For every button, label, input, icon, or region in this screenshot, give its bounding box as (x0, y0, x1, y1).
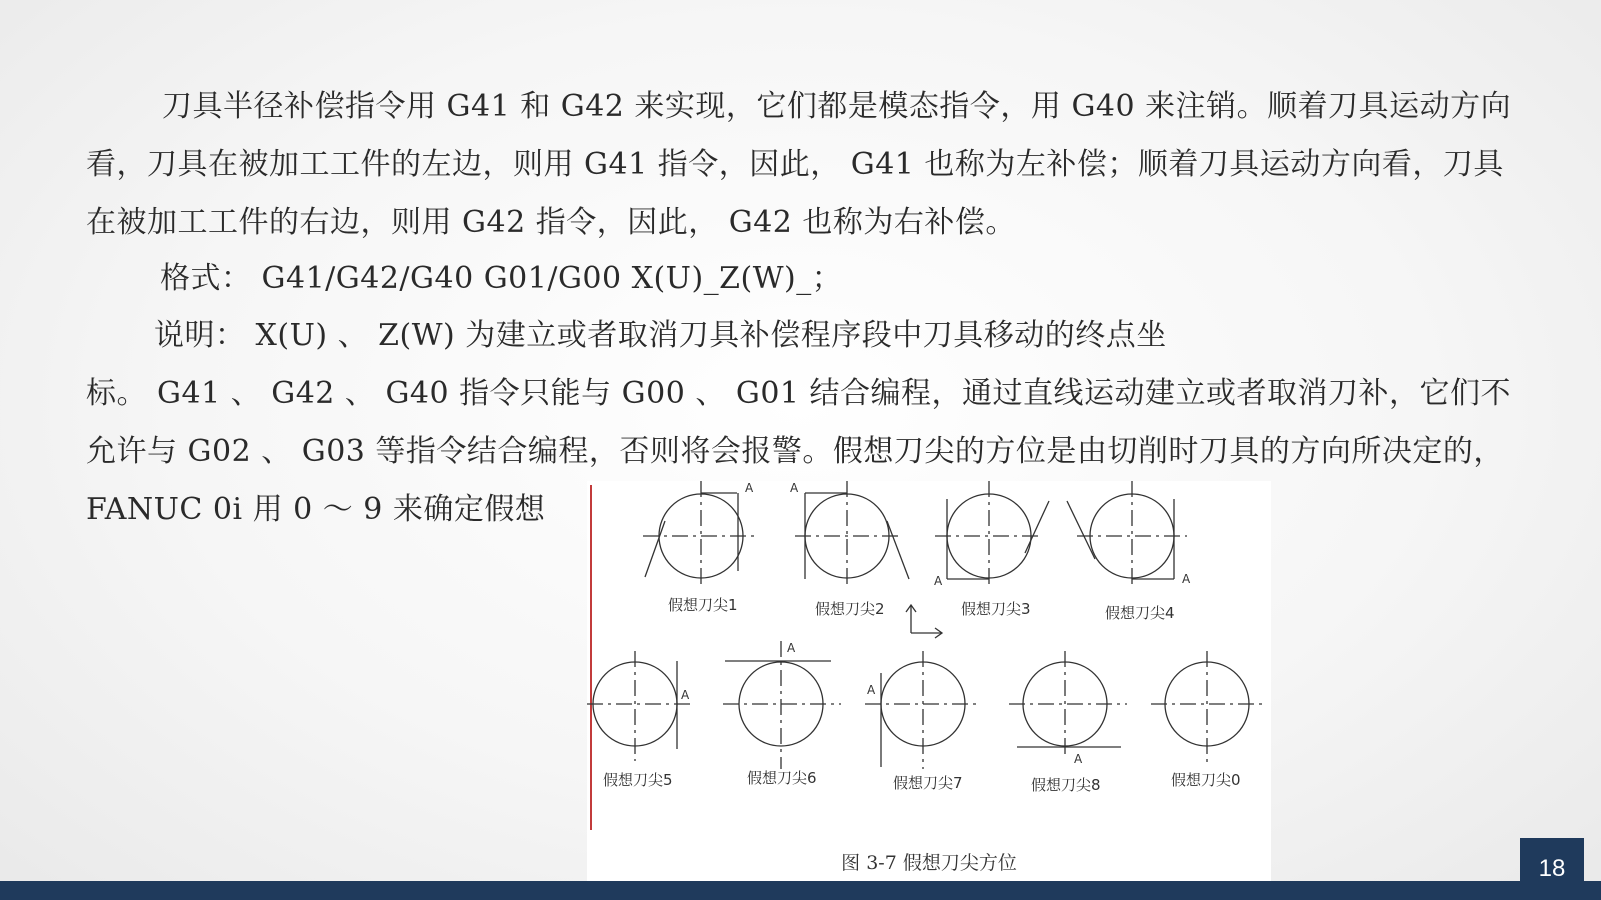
label-tip-6: 假想刀尖6 (747, 769, 817, 787)
tool-tip-diagram (587, 481, 1271, 841)
page-number: 18 (1520, 838, 1584, 900)
tool-tip-5 (587, 651, 693, 789)
label-tip-1: 假想刀尖1 (668, 596, 738, 614)
point-label-2: A (790, 481, 799, 495)
paragraph-format: 格式： G41/G42/G40 G01/G00 X(U)_Z(W)_； (160, 261, 843, 296)
tool-tip-8 (1009, 651, 1127, 794)
footer-bar (0, 881, 1601, 900)
tool-tip-3 (934, 481, 1049, 618)
tool-tip-0 (1151, 651, 1263, 789)
label-tip-5: 假想刀尖5 (603, 771, 673, 789)
label-tip-3: 假想刀尖3 (961, 600, 1031, 618)
point-label-8: A (1074, 752, 1083, 766)
point-label-6: A (787, 641, 796, 655)
explanation-rest: 标。 G41 、 G42 、 G40 指令只能与 G00 、 G01 结合编程，通过直线运动建立或者取消刀补，它们不允许与 G02 、 G03 等指令结合编程，否则将会报警。假想刀尖的方位是由切削时刀具的方向所决定的， FANUC 0i 用 0 ～ 9 来确定假想 (86, 376, 1512, 527)
direction-arrows (906, 605, 942, 638)
label-tip-0: 假想刀尖0 (1171, 771, 1241, 789)
explanation-first-line: 说明： X(U) 、 Z(W) 为建立或者取消刀具补偿程序段中刀具移动的终点坐 (154, 318, 1167, 353)
point-label-4: A (1182, 572, 1191, 586)
tool-tip-4 (1067, 481, 1191, 622)
label-tip-4: 假想刀尖4 (1105, 604, 1175, 622)
label-tip-7: 假想刀尖7 (893, 774, 963, 792)
tool-tip-2 (790, 481, 909, 618)
label-tip-8: 假想刀尖8 (1031, 776, 1101, 794)
tool-tip-7 (865, 651, 981, 792)
point-label-5: A (681, 688, 690, 702)
point-label-3: A (934, 574, 943, 588)
label-tip-2: 假想刀尖2 (815, 600, 885, 618)
tool-tip-1 (643, 481, 759, 614)
figure-caption: 图 3-7 假想刀尖方位 (841, 852, 1017, 874)
paragraph-intro: 刀具半径补偿指令用 G41 和 G42 来实现，它们都是模态指令，用 G40 来注销。顺着刀具运动方向看，刀具在被加工工件的左边，则用 G41 指令，因此， G41 也称为左补偿；顺着刀具运动方向看，刀具在被加工工件的右边，则用 G42 指令，因此， G42 也称为右补偿。 (86, 89, 1512, 240)
tool-tip-figure (587, 481, 1271, 886)
point-label-7: A (867, 683, 876, 697)
tool-tip-6 (723, 641, 841, 787)
point-label-1: A (745, 481, 754, 495)
